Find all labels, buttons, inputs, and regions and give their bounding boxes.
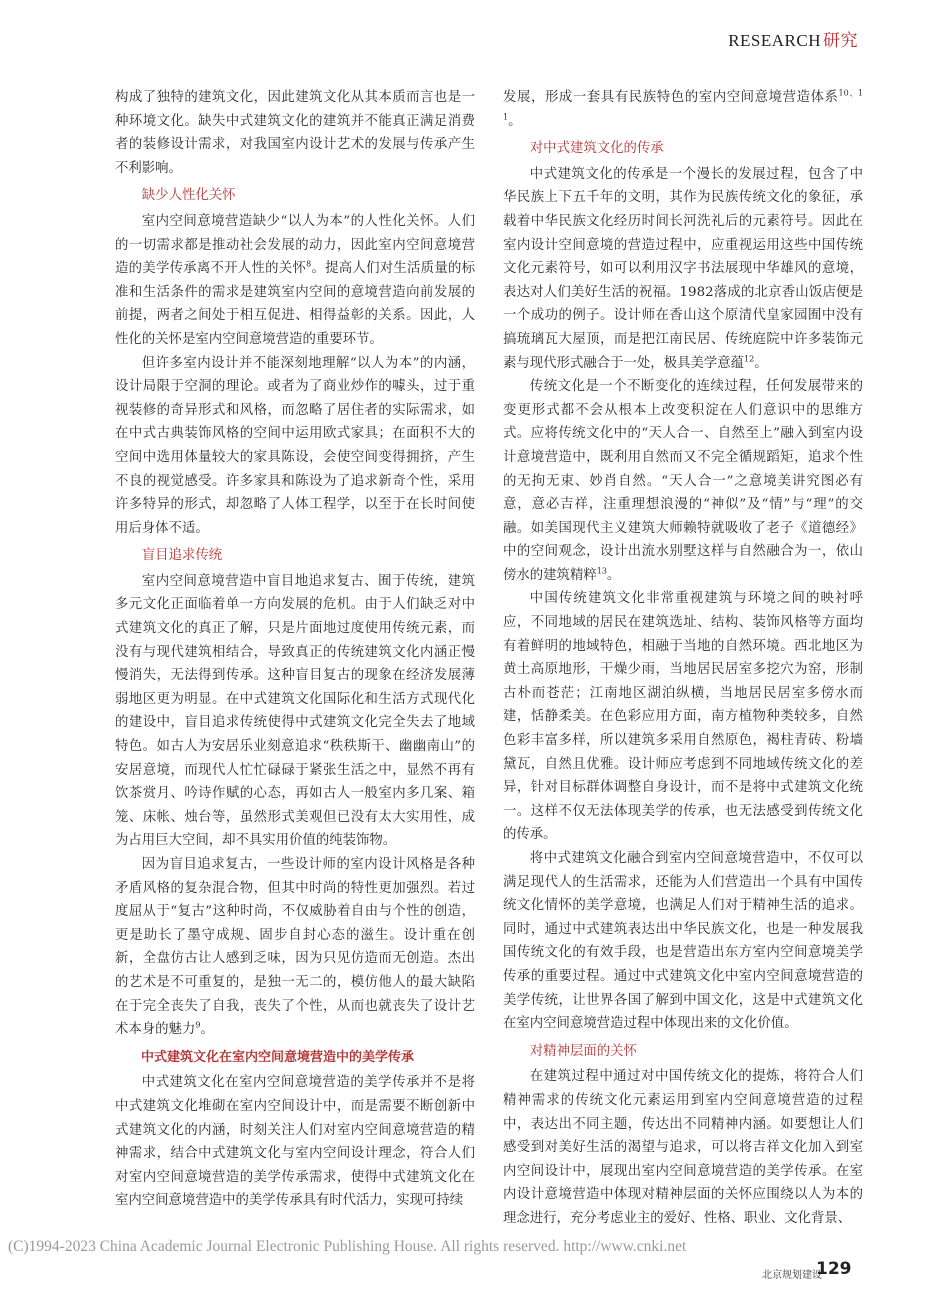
citation: 12 (744, 354, 755, 364)
page-number: 129 (816, 1259, 852, 1279)
citation: 13 (596, 566, 607, 576)
section-heading: 中式建筑文化在室内空间意境营造中的美学传承 (141, 1049, 415, 1065)
subheading-spiritual-care: 对精神层面的关怀 (529, 1043, 637, 1059)
paragraph: 将中式建筑文化融合到室内空间意境营造中，不仅可以满足现代人的生活需求，还能为人们营造出一个具有中国传统文化情怀的美学意境，也满足人们对于精神生活的追求。同时，通过中式建筑表达出中华民族文化，也是一种发展我国传统文化的有效手段，也是营造出东方室内空间意境美学传承的重要过程。通过中式建筑文化中室内空间意境营造的美学传统，让世界各国了解到中国文化，这是中式建筑文化在室内空间意境营造过程中体现出来的文化价值。 (503, 851, 863, 1032)
paragraph: 构成了独特的建筑文化，因此建筑文化从其本质而言也是一种环境文化。缺失中式建筑文化的建筑并不能真正满足消费者的装修设计需求，对我国室内设计艺术的发展与传承产生不利影响。 (115, 90, 475, 176)
header-research: RESEARCH (728, 31, 821, 50)
subheading-inheritance: 对中式建筑文化的传承 (529, 141, 664, 157)
citation: 8 (306, 259, 312, 269)
subheading-blind-tradition: 盲目追求传统 (141, 548, 223, 564)
subheading-lack-of-care: 缺少人性化关怀 (141, 188, 236, 204)
header-category: 研究 (823, 31, 858, 50)
citation: 10、11 (503, 88, 863, 122)
journal-name: 北京规划建设 (762, 1270, 822, 1281)
right-column (503, 86, 863, 1231)
paragraph: 传统文化是一个不断变化的连续过程，任何发展带来的变更形式都不会从根本上改变积淀在人们意识中的思维方式。应将传统文化中的“天人合一、自然至上”融入到室内设计意境营造中，既利用自然而又不完全循规蹈矩，追求个性的无拘无束、妙肖自然。“天人合一”之意境美讲究图必有意，意必吉祥，注重理想浪漫的“神似”及“情”与“理”的交融。如美国现代主义建筑大师赖特就吸收了老子《道德经》中的空间观念，设计出流水别墅这样与自然融合为一，依山傍水的建筑精粹$^{13}$。 (503, 379, 863, 583)
paragraph: 中式建筑文化的传承是一个漫长的发展过程，包含了中华民族上下五千年的文明，其作为民族传统文化的象征，承载着中华民族文化经历时间长河洗礼后的元素符号。因此在室内设计空间意境的营造过程中，应重视运用这些中国传统文化元素符号，如可以利用汉字书法展现中华雄风的意境，表达对人们美好生活的祝福。1982落成的北京香山饭店便是一个成功的例子。设计师在香山这个原清代皇家园囿中没有搞琉璃瓦大屋顶，而是把江南民居、传统庭院中许多装饰元素与现代形式融合于一处，极具美学意蕴$^{12}$。 (503, 166, 863, 371)
citation: 9 (195, 1020, 201, 1030)
paragraph: 中式建筑文化在室内空间意境营造的美学传承并不是将中式建筑文化堆砌在室内空间设计中，而是需要不断创新中式建筑文化的内涵，时刻关注人们对室内空间意境营造的精神需求，结合中式建筑文化与室内空间设计理念，符合人们对室内空间意境营造的美学传承需求，使得中式建筑文化在室内空间意境营造中的美学传承具有时代活力，实现可持续 (115, 1075, 475, 1209)
copyright-watermark: (C)1994-2023 China Academic Journal Electronic Publishing House. All rights reserved. http://www.cnki.net (8, 1238, 687, 1255)
paragraph: 中国传统建筑文化非常重视建筑与环境之间的映衬呼应，不同地域的居民在建筑选址、结构、装饰风格等方面均有着鲜明的地域特色，相融于当地的自然环境。西北地区为黄土高原地形，干燥少雨，当地居民居室多挖穴为窑，形制古朴而苍茫；江南地区湖泊纵横，当地居民居室多傍水而建，恬静柔美。在色彩应用方面，南方植物种类较多，自然色彩丰富多样，所以建筑多采用自然原色，褐柱青砖、粉墙黛瓦，自然且优雅。设计师应考虑到不同地域传统文化的差异，针对目标群体调整自身设计，而不是将中式建筑文化统一。这样不仅无法体现美学的传承，也无法感受到传统文化的传承。 (503, 591, 863, 843)
paragraph: 室内空间意境营造中盲目地追求复古、囿于传统，建筑多元文化正面临着单一方向发展的危机。由于人们缺乏对中式建筑文化的真正了解，只是片面地过度使用传统元素，而没有与现代建筑相结合，导致真正的传统建筑文化内涵正慢慢消失，无法得到传承。这种盲目复古的现象在经济发展薄弱地区更为明显。在中式建筑文化国际化和生活方式现代化的建设中，盲目追求传统使得中式建筑文化完全失去了地域特色。如古人为安居乐业刻意追求“秩秩斯干、幽幽南山”的安居意境，而现代人忙忙碌碌于紧张生活之中，显然不再有饮茶赏月、吟诗作赋的心态，再如古人一般室内多几案、箱笼、床帐、烛台等，虽然形式美观但已没有太大实用性，成为占用巨大空间，却不具实用价值的纯装饰物。 (115, 573, 475, 849)
paragraph: 因为盲目追求复古，一些设计师的室内设计风格是各种矛盾风格的复杂混合物，但其中时尚的特性更加强烈。若过度屈从于“复古”这种时尚，不仅威胁着自由与个性的创造，更是助长了墨守成规、固步自封心态的滋生。设计重在创新，全盘仿古让人感到乏味，因为只见仿造而无创造。杰出的艺术是不可重复的，是独一无二的，模仿他人的最大缺陷在于完全丧失了自我，丧失了个性，从而也就丧失了设计艺术本身的魅力$^9$。 (115, 857, 475, 1038)
paragraph: 室内空间意境营造缺少“以人为本”的人性化关怀。人们的一切需求都是推动社会发展的动力，因此室内空间意境营造的美学传承离不开人性的关怀$^8$。提高人们对生活质量的标准和生活条件的需求是建筑室内空间的意境营造向前发展的前提，两者之间处于相互促进、相得益彰的关系。因此，人性化的关怀是室内空间意境营造的重要环节。 (115, 213, 476, 347)
paragraph: 发展，形成一套具有民族特色的室内空间意境营造体系$^{10、11}$。 (503, 88, 863, 129)
running-header (728, 26, 858, 51)
paragraph: 但许多室内设计并不能深刻地理解“以人为本”的内涵，设计局限于空洞的理论。或者为了商业炒作的噱头，过于重视装修的奇异形式和风格，而忽略了居住者的实际需求，如在中式古典装饰风格的空间中运用欧式家具；在面积不大的空间中选用体量较大的家具陈设，会使空间变得拥挤，产生不良的视觉感受。许多家具和陈设为了追求新奇个性，采用许多特异的形式，却忽略了人体工程学，以至于在长时间使用后身体不适。 (115, 355, 475, 536)
paragraph: 在建筑过程中通过对中国传统文化的提炼，将符合人们精神需求的传统文化元素运用到室内空间意境营造的过程中，表达出不同主题，传达出不同精神内涵。如要想让人们感受到对美好生活的渴望与追求，可以将吉祥文化加入到室内空间设计中，展现出室内空间意境营造的美学传承。在室内设计意境营造中体现对精神层面的关怀应围绕以人为本的理念进行，充分考虑业主的爱好、性格、职业、文化背景、 (503, 1069, 863, 1226)
left-column (115, 86, 475, 1213)
